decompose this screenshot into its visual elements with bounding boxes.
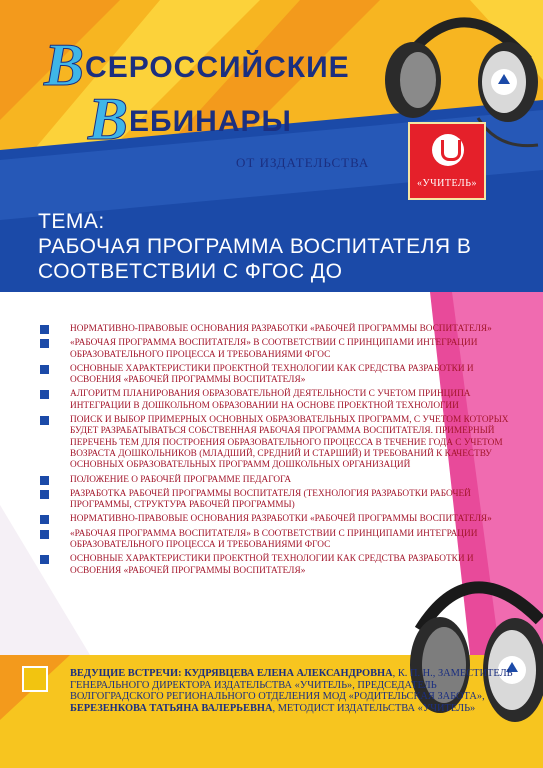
list-item <box>40 389 510 412</box>
list-item <box>40 415 510 471</box>
list-item-text: «РАБОЧАЯ ПРОГРАММА ВОСПИТАТЕЛЯ» В СООТВЕТСТВИИ С ПРИНЦИПАМИ ИНТЕГРАЦИИ ОБРАЗОВАТЕЛЬНОГО ПРОЦЕССА И ТРЕБОВАНИЯМИ ФГОС <box>70 528 478 551</box>
bullet-icon <box>40 325 49 334</box>
logo-mark-icon <box>432 134 464 166</box>
list-item-text: ОСНОВНЫЕ ХАРАКТЕРИСТИКИ ПРОЕКТНОЙ ТЕХНОЛОГИИ КАК СРЕДСТВА РАЗРАБОТКИ И ОСВОЕНИЯ «РАБОЧЕЙ ПРОГРАММЫ ВОСПИТАТЕЛЯ» <box>70 554 474 576</box>
title-rest-1: СЕРОССИЙСКИЕ <box>85 51 350 84</box>
title-rest-2: ЕБИНАРЫ <box>129 105 292 138</box>
bullet-icon <box>40 339 49 348</box>
bullet-icon <box>40 365 49 374</box>
bullet-icon <box>40 490 49 499</box>
title-initial-2: В <box>88 86 130 152</box>
decorative-square <box>22 666 48 692</box>
list-item-text: АЛГОРИТМ ПЛАНИРОВАНИЯ ОБРАЗОВАТЕЛЬНОЙ ДЕЯТЕЛЬНОСТИ С УЧЕТОМ ПРИНЦИПА ИНТЕГРАЦИИ В ДОШКОЛЬНОМ ОБРАЗОВАНИИ НА ОСНОВЕ ПРОЕКТНОЙ ТЕХНОЛОГИИ <box>70 389 471 411</box>
topic-title: РАБОЧАЯ ПРОГРАММА ВОСПИТАТЕЛЯ В СООТВЕТСТВИИ С ФГОС ДО <box>38 235 472 283</box>
list-item-text: РАЗРАБОТКА РАБОЧЕЙ ПРОГРАММЫ ВОСПИТАТЕЛЯ (ТЕХНОЛОГИЯ РАЗРАБОТКИ РАБОЧЕЙ ПРОГРАММЫ, СТРУКТУРА РАБОЧЕЙ ПРОГРАММЫ) <box>70 488 471 511</box>
bullet-icon <box>40 476 49 485</box>
bullet-icon <box>40 390 49 399</box>
title-initial-1: В <box>44 32 86 98</box>
title-line-2 <box>88 86 292 152</box>
list-item-text: ПОЛОЖЕНИЕ О РАБОЧЕЙ ПРОГРАММЕ ПЕДАГОГА <box>70 474 292 485</box>
bullet-icon <box>40 416 49 425</box>
hosts-label: ВЕДУЩИЕ ВСТРЕЧИ: <box>70 668 182 679</box>
hosts-info <box>70 668 525 714</box>
list-item <box>40 514 510 525</box>
host1-name: КУДРЯВЦЕВА ЕЛЕНА АЛЕКСАНДРОВНА <box>184 668 393 679</box>
host1-description: , К. П. Н., ЗАМЕСТИТЕЛЬ ГЕНЕРАЛЬНОГО ДИРЕКТОРА ИЗДАТЕЛЬСТВА «УЧИТЕЛЬ», ПРЕДСЕДАТЕЛЬ ВОЛГОГРАДСКОГО РЕГИОНАЛЬНОГО ОТДЕЛЕНИЯ МОД «РОДИТЕЛЬСКАЯ ЗАБОТА», <box>70 668 513 703</box>
list-item-text: НОРМАТИВНО-ПРАВОВЫЕ ОСНОВАНИЯ РАЗРАБОТКИ «РАБОЧЕЙ ПРОГРАММЫ ВОСПИТАТЕЛЯ» <box>70 514 492 525</box>
list-item <box>40 489 510 512</box>
list-item <box>40 475 510 486</box>
list-item-text: ОСНОВНЫЕ ХАРАКТЕРИСТИКИ ПРОЕКТНОЙ ТЕХНОЛОГИИ КАК СРЕДСТВА РАЗРАБОТКИ И ОСВОЕНИЯ «РАБОЧЕЙ ПРОГРАММЫ ВОСПИТАТЕЛЯ» <box>70 363 474 386</box>
list-item-text: ПОИСК И ВЫБОР ПРИМЕРНЫХ ОСНОВНЫХ ОБРАЗОВАТЕЛЬНЫХ ПРОГРАММ, С УЧЕТОМ КОТОРЫХ БУДЕТ РАЗРАБАТЫВАТЬСЯ СОБСТВЕННАЯ РАБОЧАЯ ПРОГРАММА ВОСПИТАТЕЛЯ. ПРИМЕРНЫЙ ПЕРЕЧЕНЬ ТЕМ ДЛЯ ПОСТРОЕНИЯ ОБРАЗОВАТЕЛЬНОГО ПРОЦЕССА В ТЕЧЕНИЕ ГОДА С УЧЕТОМ ВОЗРАСТА ДОШКОЛЬНИКОВ (МЛАДШИЙ, СРЕДНИЙ И СТАРШИЙ) И ТРЕБОВАНИЙ К КАЧЕСТВУ ОСНОВНЫХ ОБРАЗОВАТЕЛЬНЫХ ПРОГРАММ ДОШКОЛЬНЫХ ОРГАНИЗАЦИЙ <box>70 415 509 471</box>
bullet-icon <box>40 555 49 564</box>
host2-name: БЕРЕЗЕНКОВА ТАТЬЯНА ВАЛЕРЬЕВНА <box>70 702 273 714</box>
list-item-text: НОРМАТИВНО-ПРАВОВЫЕ ОСНОВАНИЯ РАЗРАБОТКИ «РАБОЧЕЙ ПРОГРАММЫ ВОСПИТАТЕЛЯ» <box>70 324 492 334</box>
bullet-icon <box>40 530 49 539</box>
bullet-icon <box>40 515 49 524</box>
publisher-logo <box>408 122 486 200</box>
list-item <box>40 338 510 361</box>
list-item <box>40 529 510 552</box>
topic-label: ТЕМА: <box>38 210 105 233</box>
logo-text: «УЧИТЕЛЬ» <box>417 178 477 189</box>
headphones-image-bottom <box>410 570 543 750</box>
list-item <box>40 324 510 335</box>
list-item <box>40 364 510 387</box>
publisher-label: ОТ ИЗДАТЕЛЬСТВА <box>236 155 370 170</box>
host2-description: , МЕТОДИСТ ИЗДАТЕЛЬСТВА «УЧИТЕЛЬ» <box>272 702 476 714</box>
list-item-text: «РАБОЧАЯ ПРОГРАММА ВОСПИТАТЕЛЯ» В СООТВЕТСТВИИ С ПРИНЦИПАМИ ИНТЕГРАЦИИ ОБРАЗОВАТЕЛЬНОГО ПРОЦЕССА И ТРЕБОВАНИЯМИ ФГОС <box>70 338 478 360</box>
title-line-1 <box>44 32 350 98</box>
topic-list <box>40 324 510 580</box>
list-item <box>40 554 510 577</box>
